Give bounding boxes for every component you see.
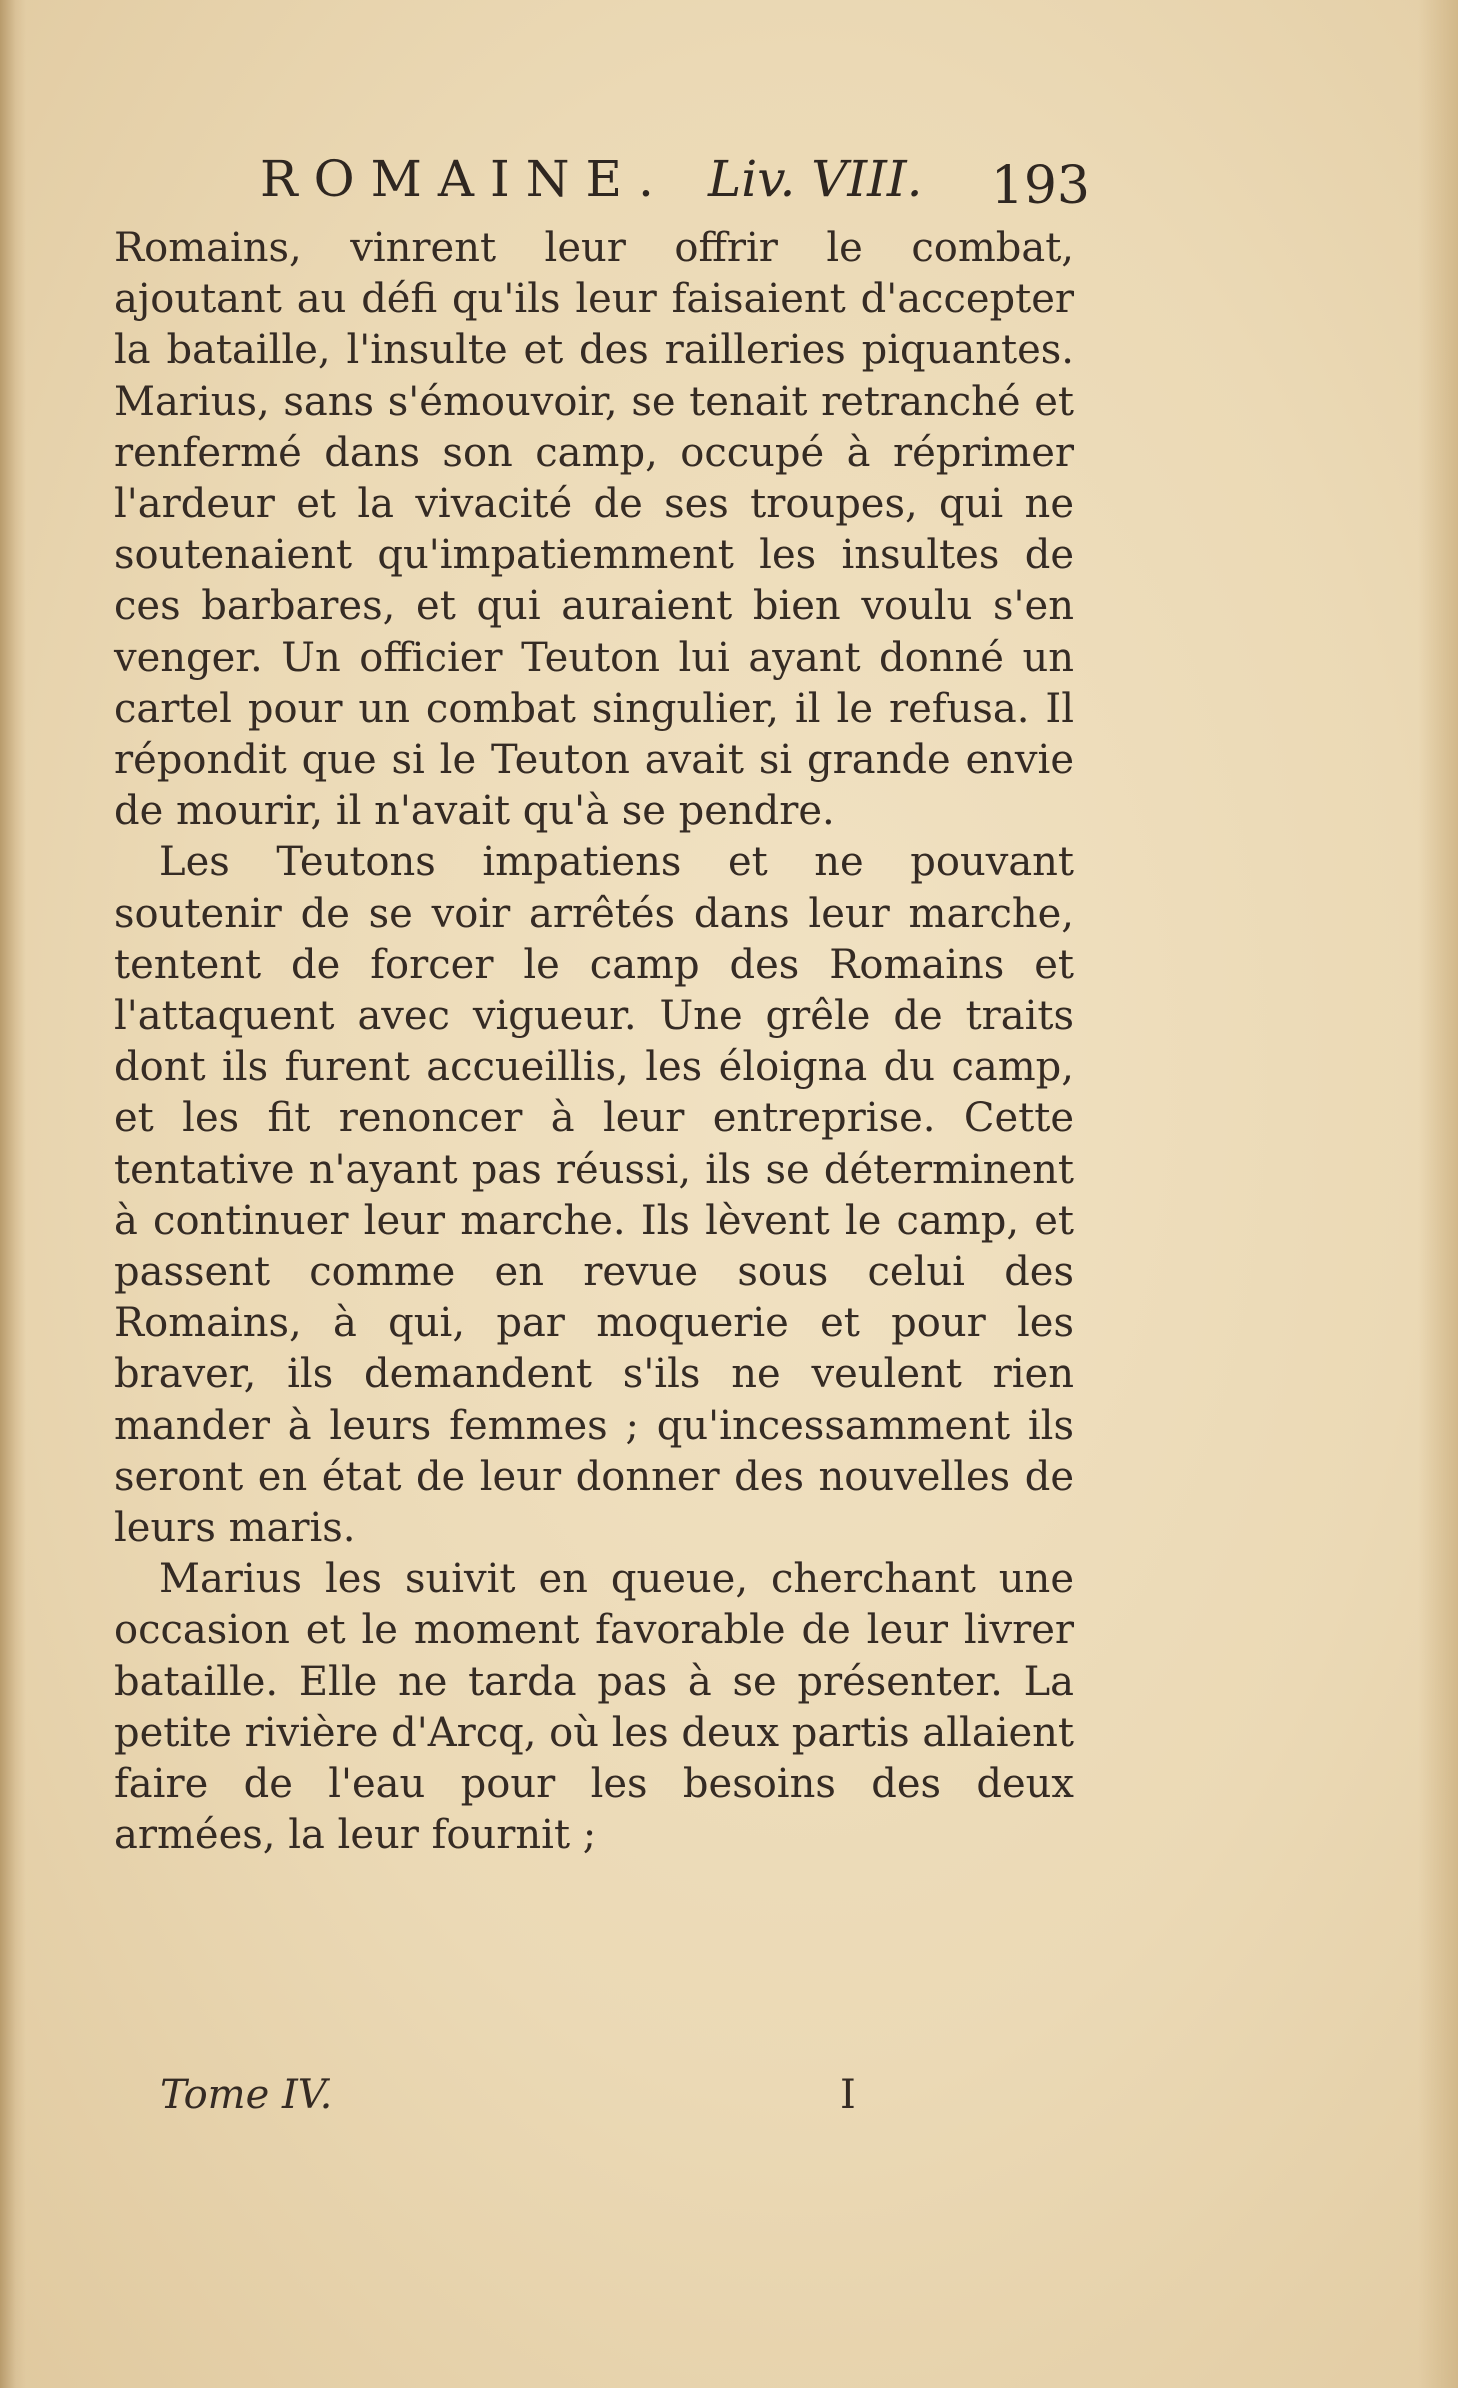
paragraph-continuation: Romains, vinrent leur offrir le combat, ajoutant au défi qu'ils leur faisaient d'accepter la bataille, l'insulte et des railleries piquantes. Marius, sans s'émouvoir, se tenait retranché et renfermé dans son camp, occupé à réprimer l'ardeur et la vivacité de ses troupes, qui ne soutenaient qu'impatiemment les insultes de ces barbares, et qui auraient bien voulu s'en venger. Un officier Teuton lui ayant donné un cartel pour un combat singulier, il le refusa. Il répondit que si le Teuton avait si grande envie de mourir, il n'avait qu'à se pendre. xyxy=(114,225,1074,835)
paragraph-marius-pursuit: Marius les suivit en queue, cherchant une occasion et le moment favorable de leur livrer bataille. Elle ne tarda pas à se présenter. La petite rivière d'Arcq, où les deux partis allaient faire de l'eau pour les besoins des deux armées, la leur fournit ; xyxy=(114,1556,1074,1859)
volume-label: Tome IV. xyxy=(160,2072,333,2118)
page-gutter-shadow xyxy=(0,0,26,2388)
page-edge-shadow xyxy=(1418,0,1458,2388)
page-header xyxy=(260,150,1090,220)
page-footer xyxy=(160,2072,860,2132)
book-reference: Liv. VIII. xyxy=(708,150,923,208)
body-text xyxy=(114,223,1074,1862)
page-number: 193 xyxy=(990,156,1090,216)
paragraph-teutons-attack: Les Teutons impatiens et ne pouvant soutenir de se voir arrêtés dans leur marche, tentent de forcer le camp des Romains et l'attaquent avec vigueur. Une grêle de traits dont ils furent accueillis, les éloigna du camp, et les fit renoncer à leur entreprise. Cette tentative n'ayant pas réussi, ils se déterminent à continuer leur marche. Ils lèvent le camp, et passent comme en revue sous celui des Romains, à qui, par moquerie et pour les braver, ils demandent s'ils ne veulent rien mander à leurs femmes ; qu'incessamment ils seront en état de leur donner des nouvelles de leurs maris. xyxy=(114,839,1074,1552)
running-title: ROMAINE. xyxy=(260,150,670,208)
signature-mark: I xyxy=(840,2072,856,2118)
